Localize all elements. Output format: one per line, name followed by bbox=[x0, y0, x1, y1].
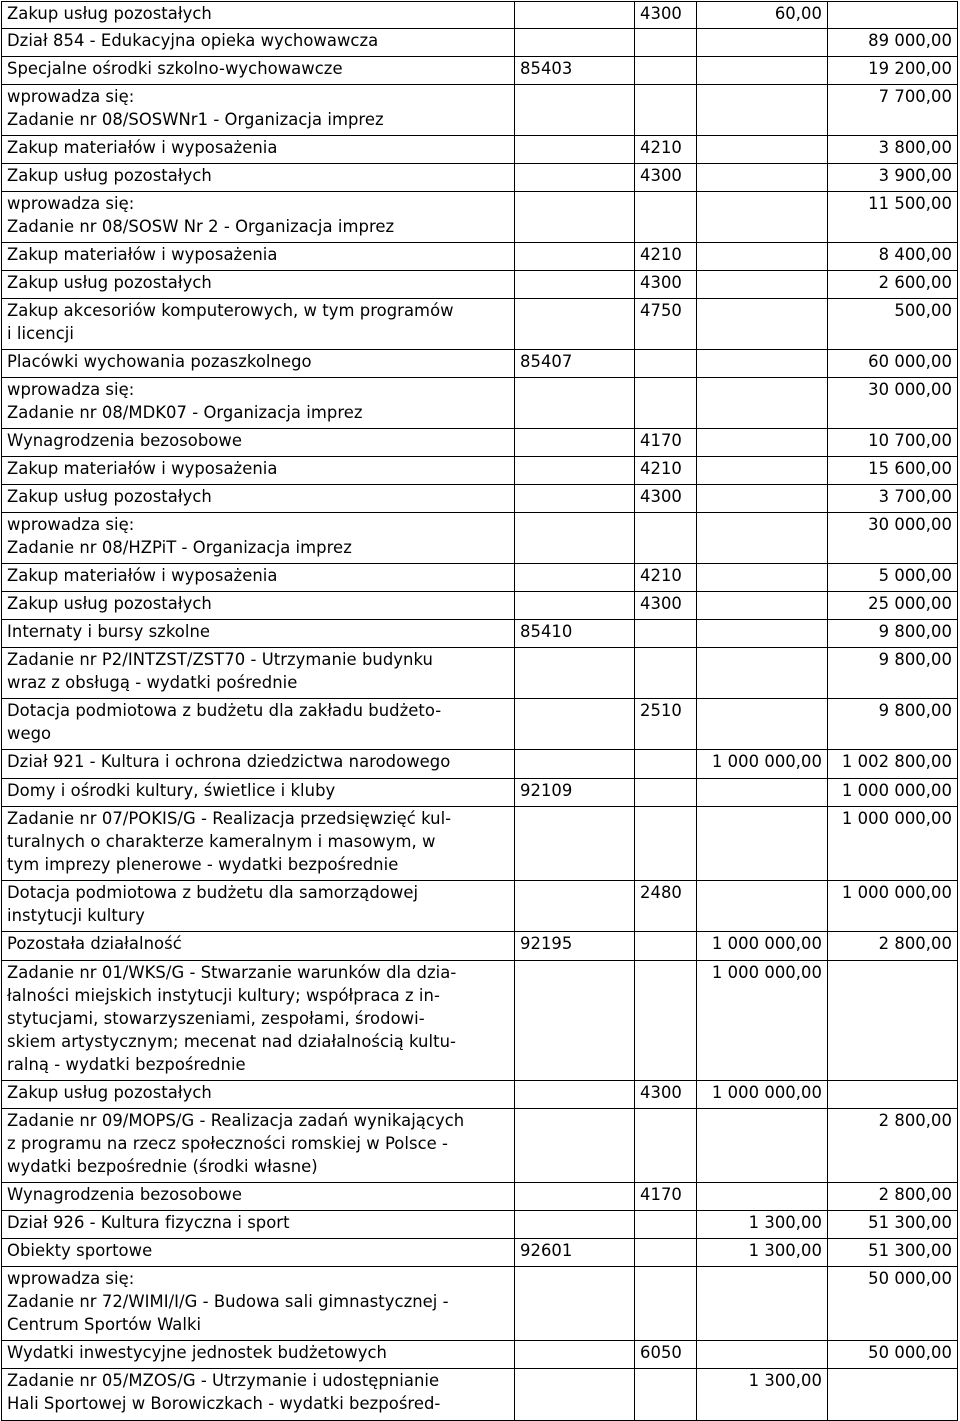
item-name: Dział 921 - Kultura i ochrona dziedzictwa narodowego bbox=[2, 750, 515, 779]
section-code: 85403 bbox=[515, 57, 635, 85]
item-name: Zakup usług pozostałych bbox=[2, 2, 515, 29]
amount-b: 1 000 000,00 bbox=[828, 881, 958, 932]
paragraph-code bbox=[635, 750, 697, 779]
amount-a bbox=[697, 1183, 828, 1211]
paragraph-code bbox=[635, 378, 697, 429]
paragraph-code: 4300 bbox=[635, 2, 697, 29]
amount-b: 30 000,00 bbox=[828, 378, 958, 429]
table-row bbox=[2, 85, 958, 136]
section-code bbox=[515, 961, 635, 1081]
amount-a bbox=[697, 513, 828, 564]
amount-a: 60,00 bbox=[697, 2, 828, 29]
paragraph-code: 4750 bbox=[635, 299, 697, 350]
table-row bbox=[2, 1183, 958, 1211]
amount-b: 1 000 000,00 bbox=[828, 807, 958, 881]
amount-a bbox=[697, 699, 828, 750]
paragraph-code: 2510 bbox=[635, 699, 697, 750]
paragraph-code bbox=[635, 192, 697, 243]
item-name: wprowadza się: Zadanie nr 08/HZPiT - Organizacja imprez bbox=[2, 513, 515, 564]
amount-b: 50 000,00 bbox=[828, 1341, 958, 1369]
table-row bbox=[2, 192, 958, 243]
section-code bbox=[515, 1267, 635, 1341]
amount-a bbox=[697, 648, 828, 699]
amount-a bbox=[697, 57, 828, 85]
paragraph-code bbox=[635, 513, 697, 564]
item-name: Zadanie nr 01/WKS/G - Stwarzanie warunków dla dzia- łalności miejskich instytucji kultury; współpraca z in- stytucjami, stowarzyszeniami, zespołami, środowi- skiem artystycznym; mecenat nad działalnością kultu- ralną - wydatki bezpośrednie bbox=[2, 961, 515, 1081]
section-code: 92601 bbox=[515, 1239, 635, 1267]
paragraph-code bbox=[635, 29, 697, 57]
paragraph-code: 4300 bbox=[635, 485, 697, 513]
paragraph-code: 4300 bbox=[635, 271, 697, 299]
amount-b: 89 000,00 bbox=[828, 29, 958, 57]
amount-b: 5 000,00 bbox=[828, 564, 958, 592]
section-code: 92195 bbox=[515, 932, 635, 961]
amount-a: 1 000 000,00 bbox=[697, 750, 828, 779]
table-row bbox=[2, 750, 958, 779]
amount-b: 2 800,00 bbox=[828, 1183, 958, 1211]
amount-b: 7 700,00 bbox=[828, 85, 958, 136]
amount-b bbox=[828, 961, 958, 1081]
amount-a bbox=[697, 299, 828, 350]
paragraph-code bbox=[635, 932, 697, 961]
item-name: Zakup akcesoriów komputerowych, w tym programów i licencji bbox=[2, 299, 515, 350]
table-row bbox=[2, 29, 958, 57]
section-code bbox=[515, 881, 635, 932]
item-name: Pozostała działalność bbox=[2, 932, 515, 961]
amount-b bbox=[828, 2, 958, 29]
amount-a: 1 300,00 bbox=[697, 1369, 828, 1421]
amount-a bbox=[697, 378, 828, 429]
section-code bbox=[515, 564, 635, 592]
section-code bbox=[515, 429, 635, 457]
item-name: Wydatki inwestycyjne jednostek budżetowych bbox=[2, 1341, 515, 1369]
table-row bbox=[2, 932, 958, 961]
item-name: Zadanie nr 09/MOPS/G - Realizacja zadań wynikających z programu na rzecz społeczności romskiej w Polsce - wydatki bezpośrednie (środki własne) bbox=[2, 1109, 515, 1183]
budget-table bbox=[1, 1, 958, 1421]
amount-b: 11 500,00 bbox=[828, 192, 958, 243]
amount-a bbox=[697, 271, 828, 299]
table-row bbox=[2, 1267, 958, 1341]
item-name: Zakup usług pozostałych bbox=[2, 1081, 515, 1109]
table-row bbox=[2, 881, 958, 932]
amount-a: 1 000 000,00 bbox=[697, 932, 828, 961]
table-row bbox=[2, 378, 958, 429]
budget-table-body bbox=[2, 2, 958, 1421]
amount-b: 2 600,00 bbox=[828, 271, 958, 299]
paragraph-code bbox=[635, 648, 697, 699]
item-name: Dotacja podmiotowa z budżetu dla samorządowej instytucji kultury bbox=[2, 881, 515, 932]
item-name: Zakup materiałów i wyposażenia bbox=[2, 564, 515, 592]
item-name: wprowadza się: Zadanie nr 72/WIMI/I/G - Budowa sali gimnastycznej - Centrum Sportów Walki bbox=[2, 1267, 515, 1341]
amount-a bbox=[697, 1341, 828, 1369]
item-name: Obiekty sportowe bbox=[2, 1239, 515, 1267]
amount-b bbox=[828, 1081, 958, 1109]
section-code bbox=[515, 2, 635, 29]
paragraph-code bbox=[635, 1211, 697, 1239]
section-code bbox=[515, 85, 635, 136]
amount-a bbox=[697, 85, 828, 136]
paragraph-code: 4170 bbox=[635, 429, 697, 457]
paragraph-code bbox=[635, 1369, 697, 1421]
paragraph-code bbox=[635, 620, 697, 648]
amount-a bbox=[697, 485, 828, 513]
item-name: Internaty i bursy szkolne bbox=[2, 620, 515, 648]
item-name: Zakup usług pozostałych bbox=[2, 271, 515, 299]
table-row bbox=[2, 564, 958, 592]
item-name: Domy i ośrodki kultury, świetlice i kluby bbox=[2, 779, 515, 807]
section-code bbox=[515, 1341, 635, 1369]
paragraph-code: 2480 bbox=[635, 881, 697, 932]
paragraph-code: 4210 bbox=[635, 243, 697, 271]
amount-a: 1 300,00 bbox=[697, 1211, 828, 1239]
table-row bbox=[2, 57, 958, 85]
table-row bbox=[2, 1369, 958, 1421]
paragraph-code: 4170 bbox=[635, 1183, 697, 1211]
paragraph-code: 4300 bbox=[635, 592, 697, 620]
table-row bbox=[2, 299, 958, 350]
item-name: Zadanie nr P2/INTZST/ZST70 - Utrzymanie budynku wraz z obsługą - wydatki pośrednie bbox=[2, 648, 515, 699]
item-name: Wynagrodzenia bezosobowe bbox=[2, 1183, 515, 1211]
item-name: Zakup usług pozostałych bbox=[2, 485, 515, 513]
item-name: Dotacja podmiotowa z budżetu dla zakładu budżeto- wego bbox=[2, 699, 515, 750]
amount-b: 2 800,00 bbox=[828, 932, 958, 961]
section-code bbox=[515, 1109, 635, 1183]
amount-a bbox=[697, 243, 828, 271]
amount-b: 9 800,00 bbox=[828, 699, 958, 750]
amount-b: 60 000,00 bbox=[828, 350, 958, 378]
table-row bbox=[2, 807, 958, 881]
amount-a bbox=[697, 564, 828, 592]
paragraph-code: 4210 bbox=[635, 136, 697, 164]
amount-b: 1 000 000,00 bbox=[828, 779, 958, 807]
amount-b: 3 900,00 bbox=[828, 164, 958, 192]
table-row bbox=[2, 457, 958, 485]
amount-a bbox=[697, 429, 828, 457]
section-code bbox=[515, 457, 635, 485]
table-row bbox=[2, 699, 958, 750]
item-name: Dział 926 - Kultura fizyczna i sport bbox=[2, 1211, 515, 1239]
amount-b: 2 800,00 bbox=[828, 1109, 958, 1183]
section-code bbox=[515, 136, 635, 164]
paragraph-code: 4210 bbox=[635, 457, 697, 485]
section-code bbox=[515, 378, 635, 429]
amount-b: 3 800,00 bbox=[828, 136, 958, 164]
section-code bbox=[515, 699, 635, 750]
amount-a bbox=[697, 807, 828, 881]
item-name: Zadanie nr 05/MZOS/G - Utrzymanie i udostępnianie Hali Sportowej w Borowiczkach - wydatki bezpośred- bbox=[2, 1369, 515, 1421]
paragraph-code bbox=[635, 779, 697, 807]
amount-a bbox=[697, 136, 828, 164]
table-row bbox=[2, 243, 958, 271]
amount-b: 1 002 800,00 bbox=[828, 750, 958, 779]
amount-a bbox=[697, 1267, 828, 1341]
amount-a bbox=[697, 164, 828, 192]
item-name: wprowadza się: Zadanie nr 08/MDK07 - Organizacja imprez bbox=[2, 378, 515, 429]
section-code bbox=[515, 648, 635, 699]
amount-a: 1 300,00 bbox=[697, 1239, 828, 1267]
item-name: Zakup usług pozostałych bbox=[2, 164, 515, 192]
section-code bbox=[515, 1211, 635, 1239]
amount-b: 8 400,00 bbox=[828, 243, 958, 271]
amount-b: 25 000,00 bbox=[828, 592, 958, 620]
item-name: wprowadza się: Zadanie nr 08/SOSWNr1 - Organizacja imprez bbox=[2, 85, 515, 136]
amount-a bbox=[697, 620, 828, 648]
item-name: Dział 854 - Edukacyjna opieka wychowawcza bbox=[2, 29, 515, 57]
amount-b: 10 700,00 bbox=[828, 429, 958, 457]
table-row bbox=[2, 1109, 958, 1183]
amount-a bbox=[697, 192, 828, 243]
paragraph-code: 4300 bbox=[635, 1081, 697, 1109]
amount-b: 30 000,00 bbox=[828, 513, 958, 564]
amount-b: 500,00 bbox=[828, 299, 958, 350]
table-row bbox=[2, 648, 958, 699]
item-name: Zakup materiałów i wyposażenia bbox=[2, 457, 515, 485]
paragraph-code: 4300 bbox=[635, 164, 697, 192]
section-code bbox=[515, 513, 635, 564]
section-code bbox=[515, 485, 635, 513]
amount-a bbox=[697, 779, 828, 807]
table-row bbox=[2, 271, 958, 299]
table-row bbox=[2, 350, 958, 378]
table-row bbox=[2, 779, 958, 807]
section-code: 92109 bbox=[515, 779, 635, 807]
paragraph-code bbox=[635, 1267, 697, 1341]
item-name: Zakup usług pozostałych bbox=[2, 592, 515, 620]
item-name: Placówki wychowania pozaszkolnego bbox=[2, 350, 515, 378]
amount-b: 19 200,00 bbox=[828, 57, 958, 85]
item-name: Specjalne ośrodki szkolno-wychowawcze bbox=[2, 57, 515, 85]
amount-b: 3 700,00 bbox=[828, 485, 958, 513]
section-code bbox=[515, 1369, 635, 1421]
paragraph-code bbox=[635, 807, 697, 881]
section-code bbox=[515, 750, 635, 779]
amount-b: 15 600,00 bbox=[828, 457, 958, 485]
section-code bbox=[515, 1081, 635, 1109]
table-row bbox=[2, 1239, 958, 1267]
table-row bbox=[2, 620, 958, 648]
table-row bbox=[2, 592, 958, 620]
amount-b: 9 800,00 bbox=[828, 648, 958, 699]
amount-a: 1 000 000,00 bbox=[697, 1081, 828, 1109]
section-code: 85407 bbox=[515, 350, 635, 378]
paragraph-code bbox=[635, 1109, 697, 1183]
section-code bbox=[515, 29, 635, 57]
item-name: Zadanie nr 07/POKIS/G - Realizacja przedsięwzięć kul- turalnych o charakterze kameralnym i masowym, w tym imprezy plenerowe - wydatki bezpośrednie bbox=[2, 807, 515, 881]
paragraph-code bbox=[635, 961, 697, 1081]
table-row bbox=[2, 2, 958, 29]
amount-b: 51 300,00 bbox=[828, 1211, 958, 1239]
amount-a bbox=[697, 350, 828, 378]
section-code: 85410 bbox=[515, 620, 635, 648]
section-code bbox=[515, 1183, 635, 1211]
item-name: wprowadza się: Zadanie nr 08/SOSW Nr 2 - Organizacja imprez bbox=[2, 192, 515, 243]
table-row bbox=[2, 164, 958, 192]
section-code bbox=[515, 299, 635, 350]
amount-a bbox=[697, 881, 828, 932]
paragraph-code bbox=[635, 1239, 697, 1267]
amount-a bbox=[697, 457, 828, 485]
amount-b: 51 300,00 bbox=[828, 1239, 958, 1267]
table-row bbox=[2, 485, 958, 513]
amount-a bbox=[697, 29, 828, 57]
item-name: Wynagrodzenia bezosobowe bbox=[2, 429, 515, 457]
section-code bbox=[515, 807, 635, 881]
amount-a: 1 000 000,00 bbox=[697, 961, 828, 1081]
section-code bbox=[515, 164, 635, 192]
table-row bbox=[2, 513, 958, 564]
table-row bbox=[2, 1211, 958, 1239]
amount-b: 9 800,00 bbox=[828, 620, 958, 648]
amount-a bbox=[697, 592, 828, 620]
table-row bbox=[2, 1081, 958, 1109]
section-code bbox=[515, 192, 635, 243]
table-row bbox=[2, 136, 958, 164]
table-row bbox=[2, 961, 958, 1081]
paragraph-code bbox=[635, 350, 697, 378]
amount-b: 50 000,00 bbox=[828, 1267, 958, 1341]
item-name: Zakup materiałów i wyposażenia bbox=[2, 243, 515, 271]
table-row bbox=[2, 429, 958, 457]
paragraph-code bbox=[635, 57, 697, 85]
paragraph-code bbox=[635, 85, 697, 136]
amount-a bbox=[697, 1109, 828, 1183]
table-row bbox=[2, 1341, 958, 1369]
section-code bbox=[515, 271, 635, 299]
item-name: Zakup materiałów i wyposażenia bbox=[2, 136, 515, 164]
paragraph-code: 4210 bbox=[635, 564, 697, 592]
amount-b bbox=[828, 1369, 958, 1421]
paragraph-code: 6050 bbox=[635, 1341, 697, 1369]
section-code bbox=[515, 243, 635, 271]
section-code bbox=[515, 592, 635, 620]
